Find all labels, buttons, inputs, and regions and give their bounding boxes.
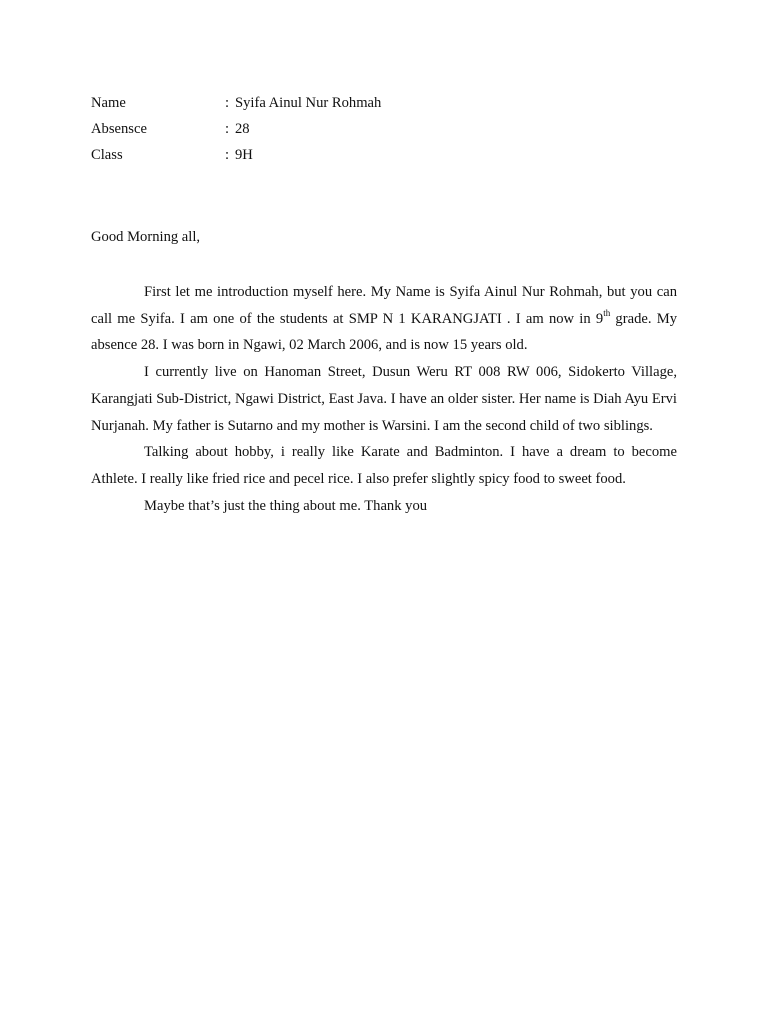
info-row-name <box>91 92 491 118</box>
paragraph-address-family: I currently live on Hanoman Street, Dusun Weru RT 008 RW 006, Sidokerto Village, Karangjati Sub-District, Ngawi District, East Java. I have an older sister. Her name is Diah Ayu Ervi Nurjanah. My father is Sutarno and my mother is Warsini. I am the second child of two siblings. <box>91 364 677 434</box>
paragraph-text: First let me introduction myself here. My Name is Syifa Ainul Nur Rohmah, but you can call me Syifa. I am one of the students at SMP N 1 KARANGJATI . I am now in 9 <box>91 284 677 327</box>
info-colon: : <box>225 121 230 137</box>
info-row-class <box>91 144 491 170</box>
info-colon: : <box>225 95 230 111</box>
info-colon: : <box>225 147 230 163</box>
info-row-absence <box>91 118 491 144</box>
ordinal-superscript: th <box>603 307 611 318</box>
info-label: Absensce <box>91 121 147 137</box>
student-info-table <box>91 92 491 170</box>
paragraph-hobby: Talking about hobby, i really like Karate and Badminton. I have a dream to become Athlete. I really like fried rice and pecel rice. I also prefer slightly spicy food to sweet food. <box>91 444 677 487</box>
body-text <box>91 279 677 519</box>
paragraph-introduction <box>91 279 677 359</box>
paragraph-closing: Maybe that’s just the thing about me. Thank you <box>144 497 428 514</box>
info-label: Name <box>91 95 126 111</box>
info-label: Class <box>91 147 123 163</box>
paragraph-text: grade. My absence 28. I was born in Ngawi, 02 March 2006, and is now 15 years old. <box>91 310 677 354</box>
greeting: Good Morning all, <box>91 229 201 245</box>
info-value: 28 <box>235 121 250 137</box>
info-value: Syifa Ainul Nur Rohmah <box>235 95 382 111</box>
info-value: 9H <box>235 147 253 163</box>
